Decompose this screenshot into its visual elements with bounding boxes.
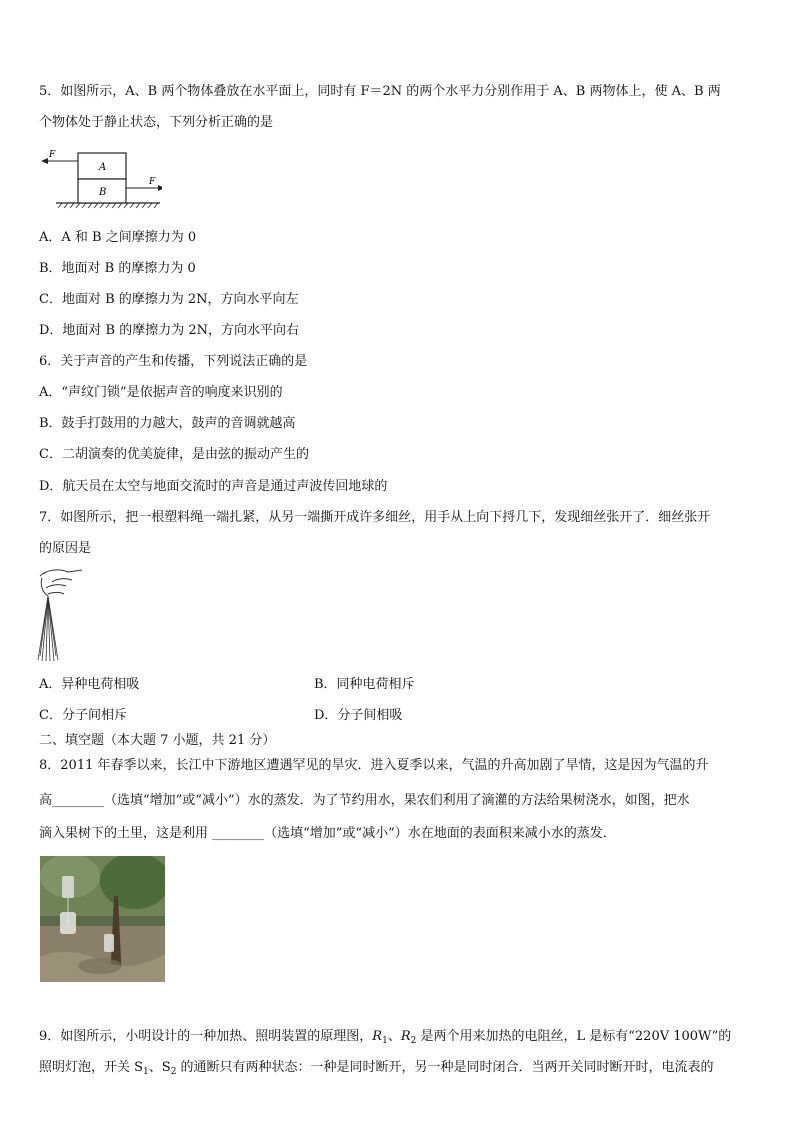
q5-option-d: D．地面对 B 的摩擦力为 2N，方向水平向右 xyxy=(39,323,300,338)
q9-line2-text-b: 、S xyxy=(148,1060,171,1075)
q7-option-a: A．异种电荷相吸 xyxy=(39,677,140,692)
q6-option-b: B．鼓手打鼓用的力越大，鼓声的音调就越高 xyxy=(39,416,296,431)
q8-stem-line2: 高________（选填“增加”或“减小”）水的蒸发．为了节约用水，果农们利用了滴灌的方法给果树浇水，如图，把水 xyxy=(39,793,690,808)
bottle-3 xyxy=(104,934,114,952)
q9-stem-line2 xyxy=(39,1059,714,1081)
q6-stem: 6．关于声音的产生和传播，下列说法正确的是 xyxy=(39,354,308,369)
q9-line1-text-a: 9．如图所示，小明设计的一种加热、照明装置的原理图， xyxy=(39,1029,373,1044)
q8-stem-line1: 8．2011 年春季以来，长江中下游地区遭遇罕见的旱灾．进入夏季以来，气温的升高加剧了旱情，这是因为气温的升 xyxy=(39,758,709,773)
q7-option-d: D．分子间相吸 xyxy=(314,708,403,723)
force-right-arrowhead xyxy=(158,185,162,191)
force-right-label: F xyxy=(149,177,156,187)
force-left-arrowhead xyxy=(41,158,48,164)
q9-line2-text-c: 的通断只有两种状态：一种是同时断开，另一种是同时闭合．当两开关同时断开时，电流表的 xyxy=(176,1060,714,1075)
q8-stem-line3: 滴入果树下的土里，这是利用 ________（选填“增加”或“减小”）水在地面的表面积来减小水的蒸发． xyxy=(39,826,616,841)
q6-option-d: D．航天员在太空与地面交流时的声音是通过声波传回地球的 xyxy=(39,479,388,494)
resistor-separator: 、 xyxy=(387,1029,401,1044)
q7-option-c: C．分子间相斥 xyxy=(39,708,127,723)
q5-stem-line2: 个物体处于静止状态，下列分析正确的是 xyxy=(39,115,274,130)
s1-subscript: 1 xyxy=(143,1067,149,1077)
section-title-fill-blank: 二、填空题（本大题 7 小题，共 21 分） xyxy=(39,733,276,748)
q6-option-a: A．“声纹门锁”是依据声音的响度来识别的 xyxy=(39,385,283,400)
q5-option-c: C．地面对 B 的摩擦力为 2N，方向水平向左 xyxy=(39,292,299,307)
q5-option-b: B．地面对 B 的摩擦力为 0 xyxy=(39,261,196,276)
s2-subscript: 2 xyxy=(170,1067,177,1077)
plastic-strands xyxy=(38,596,58,661)
r2-subscript: 2 xyxy=(410,1036,417,1046)
q5-option-a: A．A 和 B 之间摩擦力为 0 xyxy=(39,230,197,245)
block-b-label: B xyxy=(99,187,107,198)
hand-outline xyxy=(40,570,82,594)
force-left-label: F xyxy=(49,150,56,160)
block-a-label: A xyxy=(99,162,107,173)
q5-stem-line1: 5．如图所示，A、B 两个物体叠放在水平面上，同时有 F＝2N 的两个水平力分别作用于 A、B 两物体上，使 A、B 两 xyxy=(39,84,721,99)
q8-drip-irrigation-photo xyxy=(40,856,165,982)
q7-option-b: B．同种电荷相斥 xyxy=(314,677,415,692)
r1-symbol: R xyxy=(372,1029,383,1044)
r1-subscript: 1 xyxy=(382,1036,388,1046)
q7-stem-line1: 7．如图所示，把一根塑料绳一端扎紧，从另一端撕开成许多细丝，用手从上向下捋几下，发现细丝张开了．细丝张开 xyxy=(39,510,711,525)
q7-hand-strands-figure xyxy=(36,566,86,662)
q9-stem-line1 xyxy=(39,1028,731,1050)
q9-line2-text-a: 照明灯泡，开关 S xyxy=(39,1060,144,1075)
q6-option-c: C．二胡演奏的优美旋律，是由弦的振动产生的 xyxy=(39,447,309,462)
q7-stem-line2: 的原因是 xyxy=(39,541,92,556)
bottle-2 xyxy=(60,912,76,934)
q9-line1-text-b: 是两个用来加热的电阻丝，L 是标有“220V 100W”的 xyxy=(416,1029,732,1044)
q5-block-figure xyxy=(38,145,162,211)
r2-symbol: R xyxy=(400,1029,411,1044)
bottle-1 xyxy=(62,876,74,898)
ground-hatching xyxy=(58,203,158,208)
